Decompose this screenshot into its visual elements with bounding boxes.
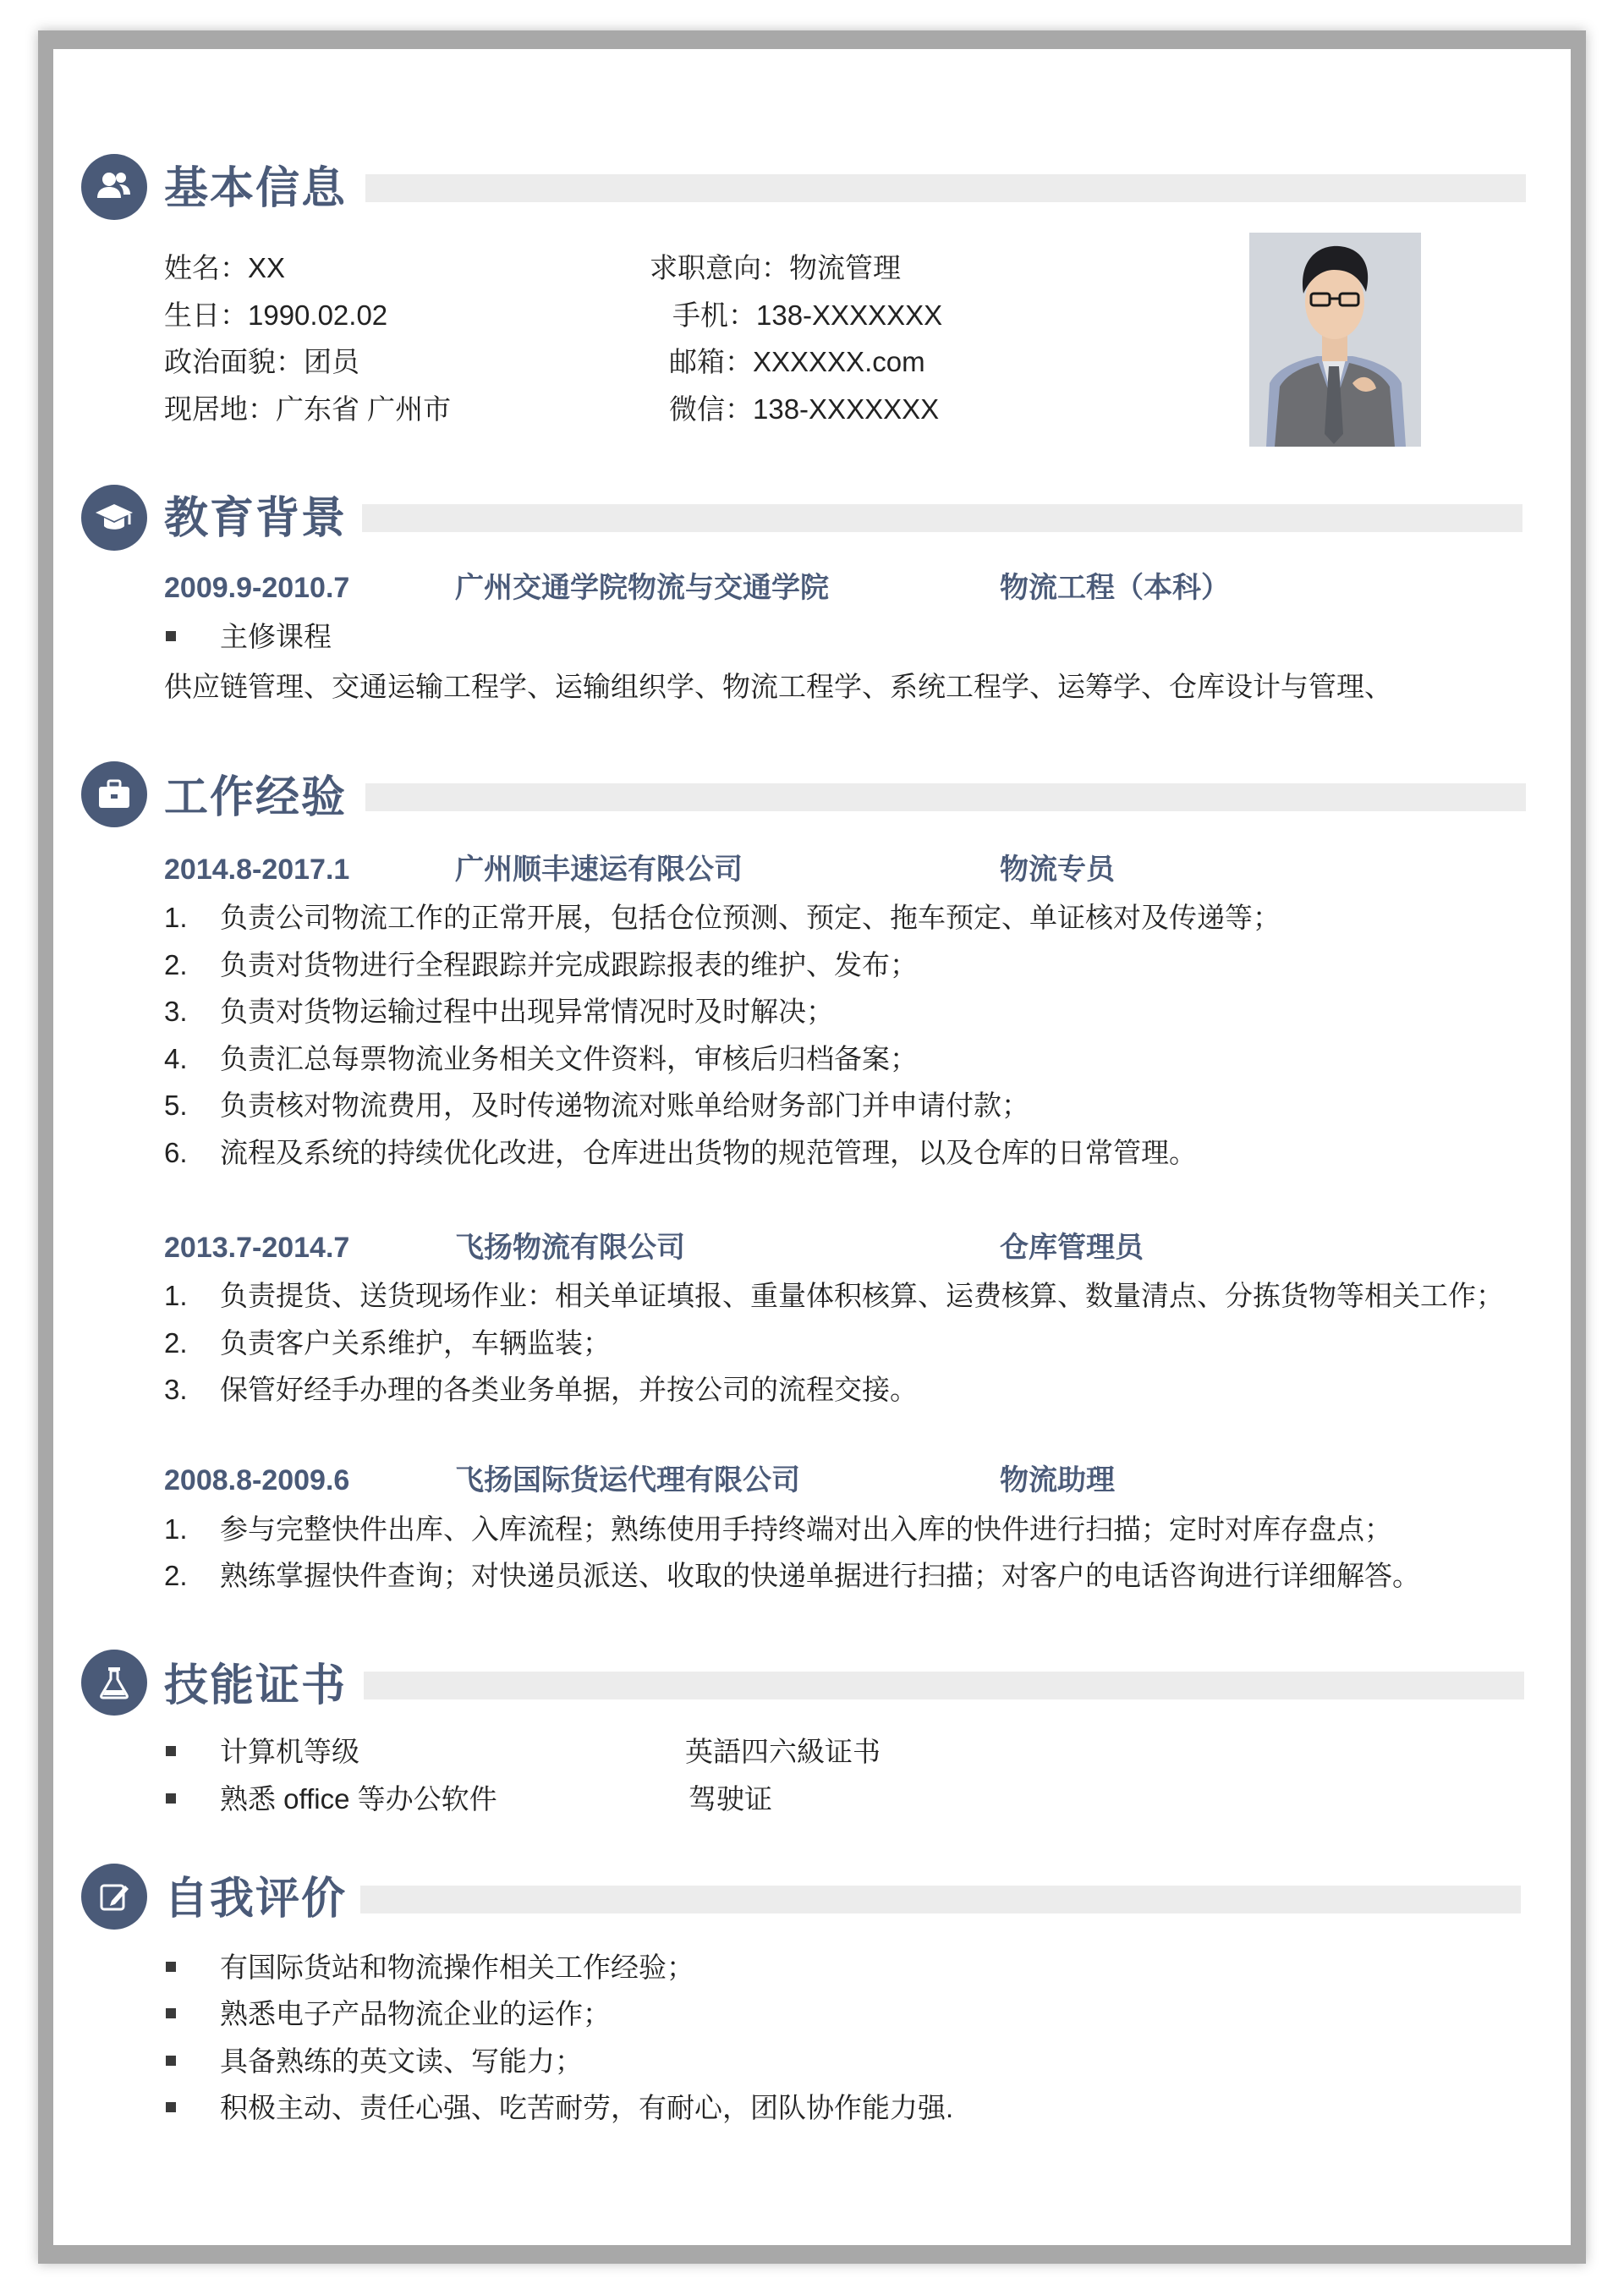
job-period: 2013.7-2014.7	[164, 1232, 350, 1264]
basic-intent: 求职意向：物流管理	[650, 252, 901, 283]
self-item: 具备熟练的英文读、写能力；	[220, 2045, 583, 2077]
job-item: 熟练掌握快件查询；对快递员派送、收取的快递单据进行扫描；对客户的电话咨询进行详细解答。	[220, 1560, 1420, 1591]
self-item: 有国际货站和物流操作相关工作经验；	[220, 1952, 694, 1983]
section-title-self: 自我评价	[164, 1875, 348, 1924]
job-item: 负责提货、送货现场作业：相关单证填报、重量体积核算、运费核算、数量清点、分拣货物等相关工作；	[220, 1280, 1504, 1311]
basic-politics: 政治面貌：团员	[164, 346, 359, 377]
edit-icon	[81, 1864, 147, 1930]
list-number: 1.	[164, 902, 188, 933]
section-title-work: 工作经验	[164, 773, 348, 822]
job-company: 广州顺丰速运有限公司	[455, 854, 743, 886]
list-number: 1.	[164, 1513, 188, 1545]
section-title-basic: 基本信息	[164, 164, 348, 213]
list-number: 3.	[164, 996, 188, 1027]
self-item: 熟悉电子产品物流企业的运作；	[220, 1998, 611, 2029]
list-number: 3.	[164, 1374, 188, 1405]
edu-school: 广州交通学院物流与交通学院	[455, 572, 829, 604]
list-number: 5.	[164, 1090, 188, 1121]
basic-wechat: 微信：138-XXXXXXX	[669, 393, 940, 425]
job-item: 负责汇总每票物流业务相关文件资料，审核后归档备案；	[220, 1043, 918, 1074]
skill-item: 计算机等级	[220, 1736, 359, 1767]
job-company: 飞扬物流有限公司	[455, 1232, 685, 1264]
section-divider	[360, 1886, 1521, 1913]
section-title-education: 教育背景	[164, 494, 348, 543]
graduation-cap-icon	[81, 485, 147, 551]
job-period: 2014.8-2017.1	[164, 854, 350, 886]
skill-item: 驾驶证	[689, 1783, 772, 1815]
section-divider	[362, 504, 1522, 532]
bullet	[166, 1746, 176, 1756]
basic-birth: 生日：1990.02.02	[164, 299, 388, 331]
user-group-icon	[81, 154, 147, 220]
job-role: 物流助理	[1000, 1464, 1115, 1496]
skill-item: 英語四六級证书	[685, 1736, 881, 1767]
bullet	[166, 2102, 176, 2112]
job-item: 负责对货物进行全程跟踪并完成跟踪报表的维护、发布；	[220, 949, 918, 980]
bullet	[166, 2056, 176, 2066]
list-number: 2.	[164, 949, 188, 980]
job-role: 仓库管理员	[1000, 1232, 1144, 1264]
flask-icon	[81, 1650, 147, 1716]
job-item: 流程及系统的持续优化改进，仓库进出货物的规范管理，以及仓库的日常管理。	[220, 1137, 1197, 1168]
briefcase-icon	[81, 761, 147, 827]
job-item: 负责客户关系维护，车辆监装；	[220, 1327, 611, 1359]
job-role: 物流专员	[1000, 854, 1115, 886]
list-number: 4.	[164, 1043, 188, 1074]
edu-period: 2009.9-2010.7	[164, 572, 350, 604]
bullet	[166, 1793, 176, 1804]
job-item: 负责对货物运输过程中出现异常情况时及时解决；	[220, 996, 834, 1027]
basic-residence: 现居地：广东省 广州市	[164, 393, 452, 425]
job-item: 负责核对物流费用，及时传递物流对账单给财务部门并申请付款；	[220, 1090, 1029, 1121]
section-divider	[365, 174, 1526, 202]
edu-courses-label: 主修课程	[220, 621, 332, 652]
edu-major: 物流工程（本科）	[1000, 572, 1230, 604]
self-item: 积极主动、责任心强、吃苦耐劳，有耐心，团队协作能力强.	[220, 2092, 954, 2123]
job-item: 负责公司物流工作的正常开展，包括仓位预测、预定、拖车预定、单证核对及传递等；	[220, 902, 1281, 933]
bullet	[166, 2008, 176, 2018]
job-company: 飞扬国际货运代理有限公司	[455, 1464, 800, 1496]
section-divider	[365, 783, 1526, 811]
list-number: 6.	[164, 1137, 188, 1168]
list-number: 2.	[164, 1560, 188, 1591]
job-period: 2008.8-2009.6	[164, 1464, 350, 1496]
skill-item: 熟悉 office 等办公软件	[220, 1783, 497, 1815]
profile-photo	[1249, 233, 1421, 447]
job-item: 保管好经手办理的各类业务单据，并按公司的流程交接。	[220, 1374, 918, 1405]
edu-courses: 供应链管理、交通运输工程学、运输组织学、物流工程学、系统工程学、运筹学、仓库设计与管理、	[164, 671, 1392, 702]
section-title-skills: 技能证书	[164, 1661, 348, 1710]
bullet	[166, 631, 176, 641]
section-divider	[364, 1672, 1524, 1699]
list-number: 2.	[164, 1327, 188, 1359]
bullet	[166, 1962, 176, 1972]
basic-name: 姓名：XX	[164, 252, 286, 283]
basic-email: 邮箱：XXXXXX.com	[669, 346, 925, 377]
job-item: 参与完整快件出库、入库流程；熟练使用手持终端对出入库的快件进行扫描；定时对库存盘点；	[220, 1513, 1392, 1545]
list-number: 1.	[164, 1280, 188, 1311]
basic-phone: 手机：138-XXXXXXX	[672, 299, 943, 331]
